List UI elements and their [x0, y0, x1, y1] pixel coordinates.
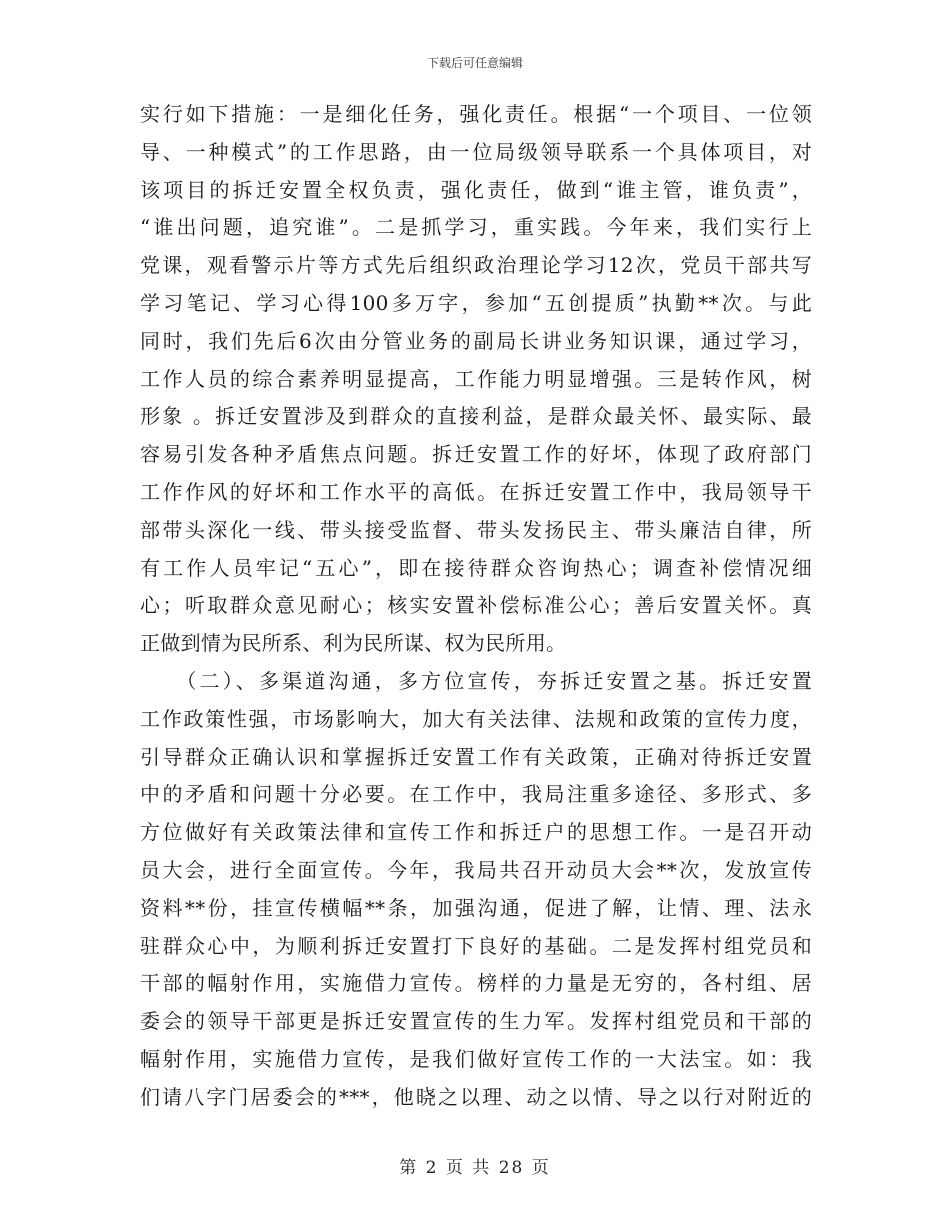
text-line: 引导群众正确认识和掌握拆迁安置工作有关政策，正确对待拆迁安置	[140, 744, 812, 769]
text-line: 委会的领导干部更是拆迁安置宣传的生力军。发挥村组党员和干部的	[140, 1009, 812, 1034]
text-line: （二）、多渠道沟通，多方位宣传，夯拆迁安置之基。拆迁安置	[140, 668, 812, 693]
text-line: 工作政策性强，市场影响大，加大有关法律、法规和政策的宣传力度，	[140, 706, 812, 731]
text-line: 容易引发各种矛盾焦点问题。拆迁安置工作的好坏，体现了政府部门	[140, 442, 812, 467]
text-line: 部带头深化一线、带头接受监督、带头发扬民主、带头廉洁自律，所	[140, 517, 812, 542]
text-line: 工作人员的综合素养明显提高，工作能力明显增强。三是转作风，树	[140, 366, 812, 391]
text-line: 幅射作用，实施借力宣传，是我们做好宣传工作的一大法宝。如：我	[140, 1046, 812, 1071]
text-line: 员大会，进行全面宣传。今年，我局共召开动员大会**次，发放宣传	[140, 857, 812, 882]
page-header-note: 下载后可任意编辑	[426, 56, 523, 70]
text-line: 该项目的拆迁安置全权负责，强化责任，做到“谁主管，谁负责”，	[140, 177, 812, 202]
text-line: 们请八字门居委会的***，他晓之以理、动之以情、导之以行对附近的	[140, 1084, 812, 1109]
text-line: 方位做好有关政策法律和宣传工作和拆迁户的思想工作。一是召开动	[140, 820, 812, 845]
page-number: 第 2 页 共 28 页	[399, 1158, 551, 1178]
text-line: 工作作风的好坏和工作水平的高低。在拆迁安置工作中，我局领导干	[140, 479, 812, 504]
text-line: 驻群众心中，为顺利拆迁安置打下良好的基础。二是发挥村组党员和	[140, 933, 812, 958]
text-line: 学习笔记、学习心得100多万字，参加“五创提质”执勤**次。与此	[140, 290, 812, 315]
text-line: 干部的幅射作用，实施借力宣传。榜样的力量是无穷的，各村组、居	[140, 971, 812, 996]
text-line: 心；听取群众意见耐心；核实安置补偿标准公心；善后安置关怀。真	[140, 593, 812, 618]
text-line: 导、一种模式”的工作思路，由一位局级领导联系一个具体项目，对	[140, 139, 812, 164]
text-line: 形象 。拆迁安置涉及到群众的直接利益，是群众最关怀、最实际、最	[140, 404, 812, 429]
text-line: 资料**份，挂宣传横幅**条，加强沟通，促进了解，让情、理、法永	[140, 895, 812, 920]
text-line: 实行如下措施：一是细化任务，强化责任。根据“一个项目、一位领	[140, 102, 812, 126]
document-body	[140, 96, 812, 1117]
text-line: “谁出问题，追究谁”。二是抓学习，重实践。今年来，我们实行上	[140, 215, 812, 240]
text-line: 党课，观看警示片等方式先后组织政治理论学习12次，党员干部共写	[140, 253, 812, 278]
text-line: 中的矛盾和问题十分必要。在工作中，我局注重多途径、多形式、多	[140, 782, 812, 807]
text-line: 有工作人员牢记“五心”，即在接待群众咨询热心；调查补偿情况细	[140, 555, 812, 580]
text-line: 正做到情为民所系、利为民所谋、权为民所用。	[140, 631, 567, 656]
text-line: 同时，我们先后6次由分管业务的副局长讲业务知识课，通过学习，	[140, 328, 812, 353]
